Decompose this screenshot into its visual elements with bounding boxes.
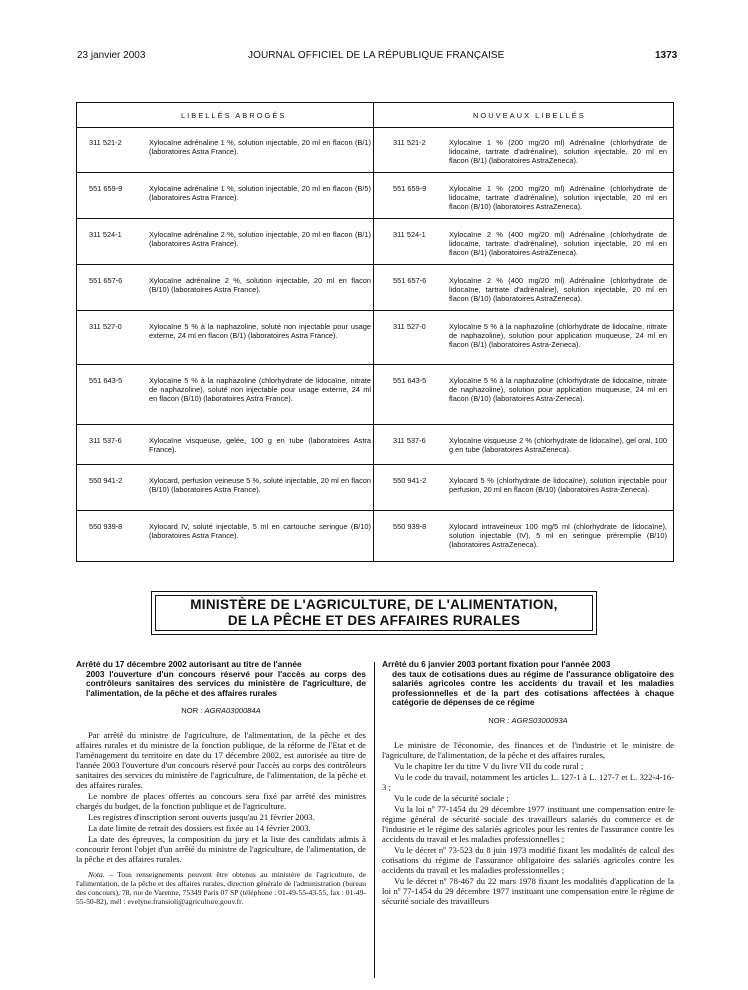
- left-article-title: [76, 660, 366, 698]
- table-row: [77, 511, 673, 561]
- left-nor: [76, 706, 366, 716]
- new-label: Xylocaïne 2 % (400 mg/20 ml) Adrénaline (chlorhydrate de lidocaïne, tartrate d'adrénaline), solution injectable, 20 ml en flacon (B/1) (laboratoires AstraZeneca).: [449, 230, 667, 257]
- old-label: Xylocard IV, soluté injectable, 5 ml en cartouche seringue (B/10) (laboratoires Astra France).: [149, 522, 371, 540]
- table-row: [77, 127, 673, 173]
- old-label: Xylocaïne visqueuse, gelée, 100 g en tube (laboratoires Astra France).: [149, 436, 371, 454]
- header-new-labels: NOUVEAUX LIBELLÉS: [473, 111, 586, 120]
- old-code: 551 643-5: [89, 376, 123, 385]
- ministry-heading-line2: DE LA PÊCHE ET DES AFFAIRES RURALES: [227, 613, 521, 628]
- left-paragraph: La date des épreuves, la composition du jury et la liste des candidats admis à concourir feront l'objet d'un arrêté du ministre de l'agriculture, de l'alimentation, de la pêche et des affaires rurales.: [76, 834, 366, 865]
- table-row: [77, 465, 673, 511]
- left-nor-label: NOR :: [181, 706, 203, 716]
- right-paragraph: Vu le décret nº 78-467 du 22 mars 1978 fixant les modalités d'application de la loi nº 77-1454 du 29 décembre 1977 instituant une compensation entre le régime de sécurité sociale des travailleurs: [382, 875, 674, 906]
- right-nor-label: NOR :: [488, 715, 510, 725]
- right-paragraph: Vu le décret nº 73-523 du 8 juin 1973 modifié fixant les modalités de calcul des cotisations du régime de l'assurance obligatoire des salariés agricoles contre les accidents du travail et les maladies professionnelles ;: [382, 844, 674, 875]
- old-label: Xylocaïne adrénaline 1 %, solution injectable, 20 ml en flacon (B/5) (laboratoires Astra France).: [149, 184, 371, 202]
- new-label: Xylocaïne 5 % à la naphazoline (chlorhydrate de lidocaïne, nitrate de naphazoline), solution pour application muqueuse, 24 ml en flacon (B/10) (laboratoires Astra-Zeneca).: [449, 376, 667, 403]
- right-paragraph: Vu le code de la sécurité sociale ;: [394, 792, 509, 803]
- column-separator: [374, 662, 375, 978]
- left-paragraph: Par arrêté du ministre de l'agriculture, de l'alimentation, de la pêche et des affaires rurales et du ministre de la fonction publique, de la réforme de l'Etat et de l'aménagement du territoire en date du 17 décembre 2002, est autorisée au titre de l'année 2003 l'ouverture d'un concours réservé pour l'accès au corps des contrôleurs sanitaires des services du ministère de l'agriculture, de l'alimentation, de la pêche et des affaires rurales.: [76, 730, 366, 791]
- new-code: 311 527-0: [393, 322, 426, 331]
- page-number: 1373: [655, 50, 678, 61]
- table-row: [77, 311, 673, 365]
- old-label: Xylocaïne adrénaline 1 %, solution injectable, 20 ml en flacon (B/1) (laboratoires Astra France).: [149, 138, 371, 156]
- old-code: 311 527-0: [89, 322, 122, 331]
- right-nor-code: AGRS0300093A: [511, 715, 568, 725]
- new-code: 550 941-2: [393, 476, 427, 485]
- new-label: Xylocard intraveineux 100 mg/5 ml (chlorhydrate de lidocaïne), solution injectable (IV), 5 ml en seringue préremplie (B/10) (laboratoires AstraZeneca).: [449, 522, 667, 549]
- journal-title: JOURNAL OFFICIEL DE LA RÉPUBLIQUE FRANÇAISE: [248, 50, 505, 61]
- right-title-first-line: Arrêté du 6 janvier 2003 portant fixation pour l'année 2003: [382, 659, 611, 669]
- new-label: Xylocaïne 1 % (200 mg/20 ml) Adrénaline (chlorhydrate de lidocaïne, tartrate d'adrénaline), solution injectable, 20 ml en flacon (B/10) (laboratoires AstraZeneca).: [449, 184, 667, 211]
- new-code: 550 939-8: [393, 522, 427, 531]
- old-code: 311 537-6: [89, 436, 122, 445]
- left-note: [76, 870, 366, 906]
- new-label: Xylocaïne 1 % (200 mg/20 ml) Adrénaline (chlorhydrate de lidocaïne, tartrate d'adrénaline), solution injectable, 20 ml en flacon (B/1) (laboratoires AstraZeneca).: [449, 138, 667, 165]
- left-paragraph: La date limite de retrait des dossiers est fixée au 14 février 2003.: [88, 823, 311, 834]
- left-column: [76, 660, 366, 906]
- new-code: 551 659-9: [393, 184, 427, 193]
- new-code: 311 524-1: [393, 230, 426, 239]
- new-code: 311 537-6: [393, 436, 426, 445]
- right-title-rest: des taux de cotisations dues au régime de l'assurance obligatoire des salariés agricoles contre les accidents du travail et les maladies professionnelles et de la part des cotisations affectées à chaque catégorie de dépenses de ce régime: [392, 668, 674, 708]
- table-row: [77, 425, 673, 465]
- old-label: Xylocaïne adrénaline 2 %, solution injectable, 20 ml en flacon (B/10) (laboratoires Astra France).: [149, 276, 371, 294]
- right-column: [382, 660, 674, 907]
- left-note-label: Nota.: [88, 870, 105, 880]
- ministry-heading-line1: MINISTÈRE DE L'AGRICULTURE, DE L'ALIMENTATION,: [190, 597, 558, 612]
- old-code: 551 657-6: [89, 276, 123, 285]
- header-date: 23 janvier 2003: [77, 50, 146, 61]
- old-label: Xylocard, perfusion veineuse 5 %, soluté injectable, 20 ml en flacon (B/10) (laboratoires Astra France).: [149, 476, 371, 494]
- new-label: Xylocaïne 5 % à la naphazoline (chlorhydrate de lidocaïne, nitrate de naphazoline), solution pour application muqueuse, 24 ml en flacon (B/1) (laboratoires Astra-Zeneca).: [449, 322, 667, 349]
- right-nor: [382, 716, 674, 726]
- ministry-heading: [151, 591, 597, 635]
- old-label: Xylocaïne 5 % à la naphazoline, soluté non injectable pour usage externe, 24 ml en flacon (B/1) (laboratoires Astra France).: [149, 322, 371, 340]
- table-row: [77, 365, 673, 425]
- new-code: 311 521-2: [393, 138, 426, 147]
- left-title-rest: 2003 l'ouverture d'un concours réservé pour l'accès au corps des contrôleurs sanitaires des services du ministère de l'agriculture, de l'alimentation, de la pêche et des affaires rurales: [86, 668, 366, 698]
- old-code: 311 524-1: [89, 230, 122, 239]
- header-old-labels: LIBELLÉS ABROGÉS: [181, 111, 287, 120]
- table-row: [77, 265, 673, 311]
- old-code: 550 941-2: [89, 476, 123, 485]
- table-column-divider: [373, 103, 374, 561]
- old-code: 311 521-2: [89, 138, 122, 147]
- old-code: 550 939-8: [89, 522, 123, 531]
- left-paragraph: Le nombre de places offertes au concours sera fixé par arrêté des ministres chargés du budget, de la fonction publique et de l'agriculture.: [76, 791, 366, 812]
- table-row: [77, 173, 673, 219]
- new-code: 551 643-5: [393, 376, 427, 385]
- right-paragraph: Vu le chapitre Ier du titre V du livre VII du code rural ;: [394, 760, 584, 771]
- table-row: [77, 219, 673, 265]
- new-label: Xylocaïne 2 % (400 mg/20 ml) Adrénaline (chlorhydrate de lidocaïne, tartrate d'adrénaline), solution injectable, 20 ml en flacon (B/10) (laboratoires AstraZeneca).: [449, 276, 667, 303]
- table-header: [77, 103, 673, 128]
- new-code: 551 657-6: [393, 276, 427, 285]
- new-label: Xylocard 5 % (chlorhydrate de lidocaïne), solution injectable pour perfusion, 20 ml en flacon (B/10) (laboratoires Astra-Zeneca).: [449, 476, 667, 494]
- new-label: Xylocaïne visqueuse 2 % (chlorhydrate de lidocaïne), gel oral, 100 g en tube (laboratoires AstraZeneca).: [449, 436, 667, 454]
- old-code: 551 659-9: [89, 184, 123, 193]
- right-article-title: [382, 660, 674, 708]
- page-header: [0, 50, 748, 66]
- medication-table: [76, 102, 674, 562]
- left-nor-code: AGRA0300084A: [204, 706, 261, 716]
- right-paragraph: Le ministre de l'économie, des finances et de l'industrie et le ministre de l'agriculture, de l'alimentation, de la pêche et des affaires rurales,: [382, 739, 674, 760]
- right-paragraph: Vu la loi nº 77-1454 du 29 décembre 1977 instituant une compensation entre le régime général de sécurité sociale des travailleurs salariés du commerce et de l'industrie et le régime des salariés agricoles pour les rentes de l'assurance contre les accidents du travail et les maladies professionnelles ;: [382, 803, 674, 844]
- left-title-first-line: Arrêté du 17 décembre 2002 autorisant au titre de l'année: [76, 659, 302, 669]
- old-label: Xylocaïne 5 % à la naphazoline (chlorhydrate de lidocaïne, nitrate de naphazoline), soluté non injectable pour usage externe, 24 ml en flacon (B/10) (laboratoires Astra France).: [149, 376, 371, 403]
- left-note-text: – Tous renseignements peuvent être obtenus au ministère de l'agriculture, de l'alimentation, de la pêche et des affaires rurales, direction générale de l'administration (bureau des concours), 78, rue de Varenne, 75349 Paris 07 SP (téléphone : 01-49-55-43-55, fax : 01-49-55-50-82), mél : evelyne.fransioli@agriculture.gouv.fr.: [76, 870, 366, 907]
- left-paragraph: Les registres d'inscription seront ouverts jusqu'au 21 février 2003.: [88, 812, 315, 823]
- old-label: Xylocaïne adrénaline 2 %, solution injectable, 20 ml en flacon (B/1) (laboratoires Astra France).: [149, 230, 371, 248]
- right-paragraph: Vu le code du travail, notamment les articles L. 127-1 à L. 127-7 et L. 322-4-16-3 ;: [382, 771, 674, 792]
